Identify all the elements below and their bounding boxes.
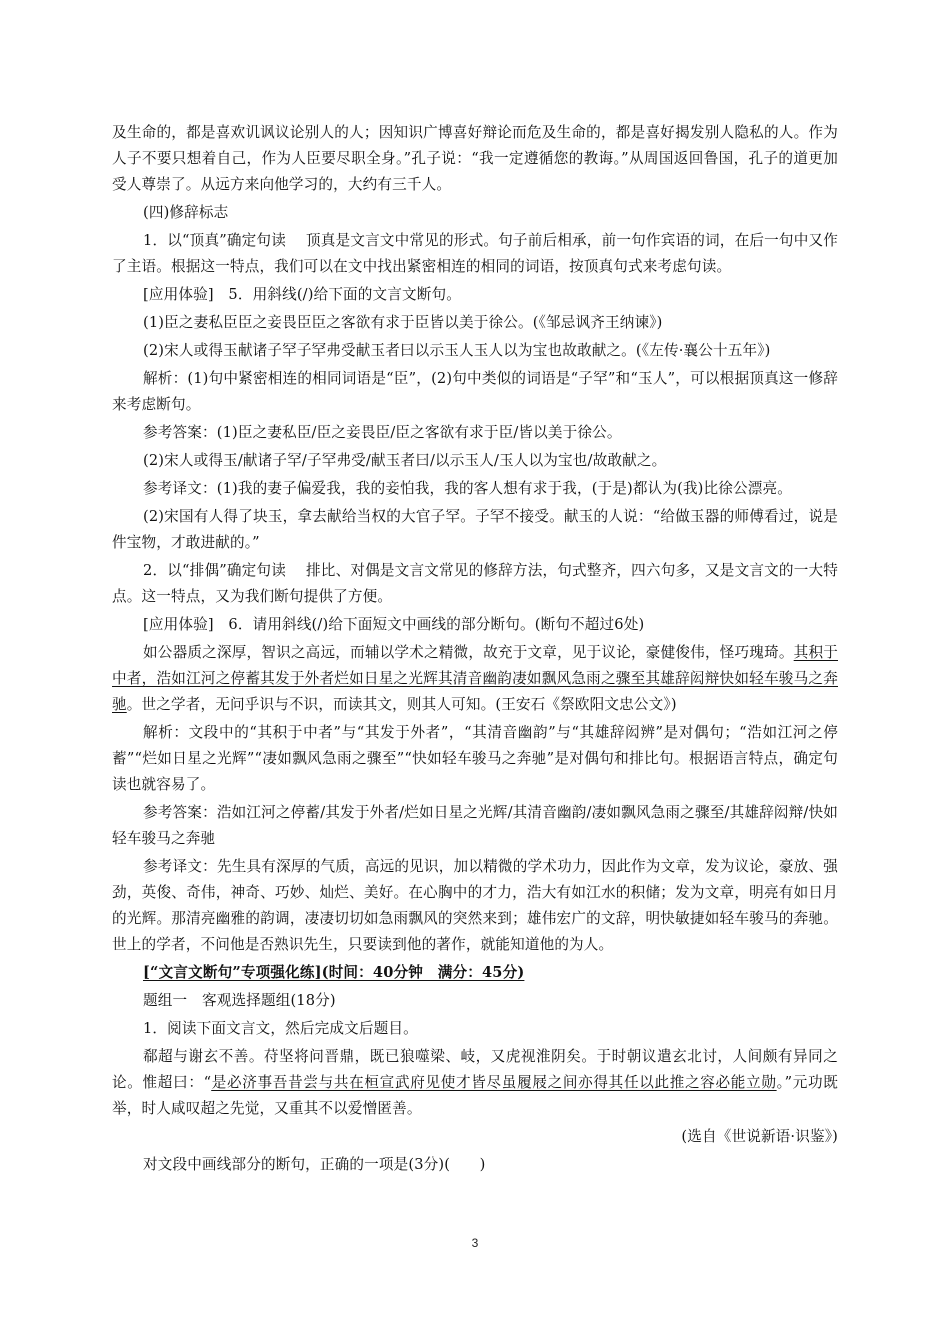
paragraph-text: (1)臣之妻私臣臣之妾畏臣臣之客欲有求于臣皆以美于徐公。(《邹忌讽齐王纳谏》) — [143, 314, 663, 331]
paragraph-p16 — [112, 800, 838, 852]
paragraph-text: 及生命的，都是喜欢讥讽议论别人的人；因知识广博喜好辩论而危及生命的，都是喜好揭发别人隐私的人。作为人子不要只想着自己，作为人臣要尽职全身。”孔子说：“我一定遵循您的教诲。”从周国返回鲁国，孔子的道更加受人尊崇了。从远方来向他学习的，大约有三千人。 — [112, 124, 838, 193]
paragraph-p4 — [112, 282, 838, 308]
paragraph-p1 — [112, 120, 838, 198]
paragraph-text: 解析：文段中的“其积于中者”与“其发于外者”，“其清音幽韵”与“其雄辞闳辨”是对偶句；“浩如江河之停蓄”“烂如日星之光辉”“凄如飘风急雨之骤至”“快如轻车骏马之奔驰”是对偶句和排比句。根据语言特点，确定句读也就容易了。 — [112, 724, 838, 793]
paragraph-p2 — [112, 200, 838, 226]
paragraph-text: (四)修辞标志 — [143, 204, 229, 221]
paragraph-text: 解析：(1)句中紧密相连的相同词语是“臣”，(2)句中类似的词语是“子罕”和“玉人”，可以根据顶真这一修辞来考虑断句。 — [112, 370, 838, 413]
underlined-text: [“文言文断句”专项强化练](时间：40分钟 满分：45分) — [143, 964, 525, 981]
paragraph-p7 — [112, 366, 838, 418]
paragraph-p23 — [112, 1152, 838, 1178]
paragraph-text: 郗超与谢玄不善。苻坚将问晋鼎，既已狼噬梁、岐，又虎视淮阴矣。于时朝议遣玄北讨，人间颇有异同之论。惟超曰：“ — [112, 1048, 838, 1091]
paragraph-text: (2)宋人或得玉/献诸子罕/子罕弗受/献玉者曰/以示玉人/玉人以为宝也/故敢献之。 — [143, 452, 667, 469]
paragraph-text: 排比、对偶是文言文常见的修辞方法，句式整齐，四六句多，又是文言文的一大特点。这一特点，又为我们断句提供了方便。 — [112, 562, 838, 605]
document-body — [112, 120, 838, 1180]
paragraph-text: [应用体验] 5．用斜线(/)给下面的文言文断句。 — [143, 286, 462, 303]
paragraph-p18 — [112, 960, 838, 986]
paragraph-p12 — [112, 558, 838, 610]
paragraph-text: 1．以“顶真”确定句读 — [143, 232, 286, 249]
paragraph-text: (2)宋国有人得了块玉，拿去献给当权的大官子罕。子罕不接受。献玉的人说：“给做玉器的师傅看过，说是件宝物，才敢进献的。” — [112, 508, 838, 551]
paragraph-p17 — [112, 854, 838, 958]
paragraph-p14 — [112, 640, 838, 718]
paragraph-p5 — [112, 310, 838, 336]
paragraph-p13 — [112, 612, 838, 638]
underlined-text: 其积于中者，浩如江河之停蓄其发于外者烂如日星之光辉其清音幽韵凄如飘风急雨之骤至其雄辞闳辩快如轻车骏马之奔驰 — [112, 644, 838, 713]
paragraph-p6 — [112, 338, 838, 364]
paragraph-text: (选自《世说新语·识鉴》) — [681, 1128, 838, 1145]
paragraph-text: 2．以“排偶”确定句读 — [143, 562, 286, 579]
paragraph-text: 参考译文：先生具有深厚的气质，高远的见识，加以精微的学术功力，因此作为文章，发为议论，豪放、强劲，英俊、奇伟，神奇、巧妙、灿烂、美好。在心胸中的才力，浩大有如江水的积储；发为文章，明亮有如日月的光辉。那清亮幽雅的韵调，凄凄切切如急雨飘风的突然来到；雄伟宏广的文辞，明快敏捷如轻车骏马的奔驰。世上的学者，不问他是否熟识先生，只要读到他的著作，就能知道他的为人。 — [112, 858, 838, 953]
paragraph-text: 对文段中画线部分的断句，正确的一项是(3分)( ) — [143, 1156, 486, 1173]
paragraph-p8 — [112, 420, 838, 446]
paragraph-text: 参考答案：浩如江河之停蓄/其发于外者/烂如日星之光辉/其清音幽韵/凄如飘风急雨之骤至/其雄辞闳辩/快如轻车骏马之奔驰 — [112, 804, 838, 847]
paragraph-p20 — [112, 1016, 838, 1042]
paragraph-p3 — [112, 228, 838, 280]
paragraph-p10 — [112, 476, 838, 502]
paragraph-p22 — [112, 1124, 838, 1150]
paragraph-p19 — [112, 988, 838, 1014]
page-number: 3 — [471, 1236, 479, 1250]
paragraph-text: 参考译文：(1)我的妻子偏爱我，我的妾怕我，我的客人想有求于我，(于是)都认为(我)比徐公漂亮。 — [143, 480, 792, 497]
paragraph-text: 。”元功既举，时人咸叹超之先觉，又重其不以爱憎匿善。 — [112, 1074, 838, 1117]
paragraph-text: (2)宋人或得玉献诸子罕子罕弗受献玉者曰以示玉人玉人以为宝也故敢献之。(《左传·襄公十五年》) — [143, 342, 771, 359]
paragraph-text: 1．阅读下面文言文，然后完成文后题目。 — [143, 1020, 418, 1037]
paragraph-p15 — [112, 720, 838, 798]
paragraph-text: 参考答案：(1)臣之妻私臣/臣之妾畏臣/臣之客欲有求于臣/皆以美于徐公。 — [143, 424, 622, 441]
underlined-text: 是必济事吾昔尝与共在桓宣武府见使才皆尽虽履屐之间亦得其任以此推之容必能立勋 — [211, 1074, 777, 1091]
paragraph-text: 题组一 客观选择题组(18分) — [143, 992, 336, 1009]
paragraph-p9 — [112, 448, 838, 474]
paragraph-text: 顶真是文言文中常见的形式。句子前后相承，前一句作宾语的词，在后一句中又作了主语。根据这一特点，我们可以在文中找出紧密相连的相同的词语，按顶真句式来考虑句读。 — [112, 232, 838, 275]
paragraph-p21 — [112, 1044, 838, 1122]
paragraph-text: 。世之学者，无问乎识与不识，而读其文，则其人可知。(王安石《祭欧阳文忠公文》) — [126, 696, 677, 713]
paragraph-p11 — [112, 504, 838, 556]
paragraph-text: [应用体验] 6．请用斜线(/)给下面短文中画线的部分断句。(断句不超过6处) — [143, 616, 645, 633]
paragraph-text: 如公器质之深厚，智识之高远，而辅以学术之精微，故充于文章，见于议论，豪健俊伟，怪巧瑰琦。 — [143, 644, 794, 661]
